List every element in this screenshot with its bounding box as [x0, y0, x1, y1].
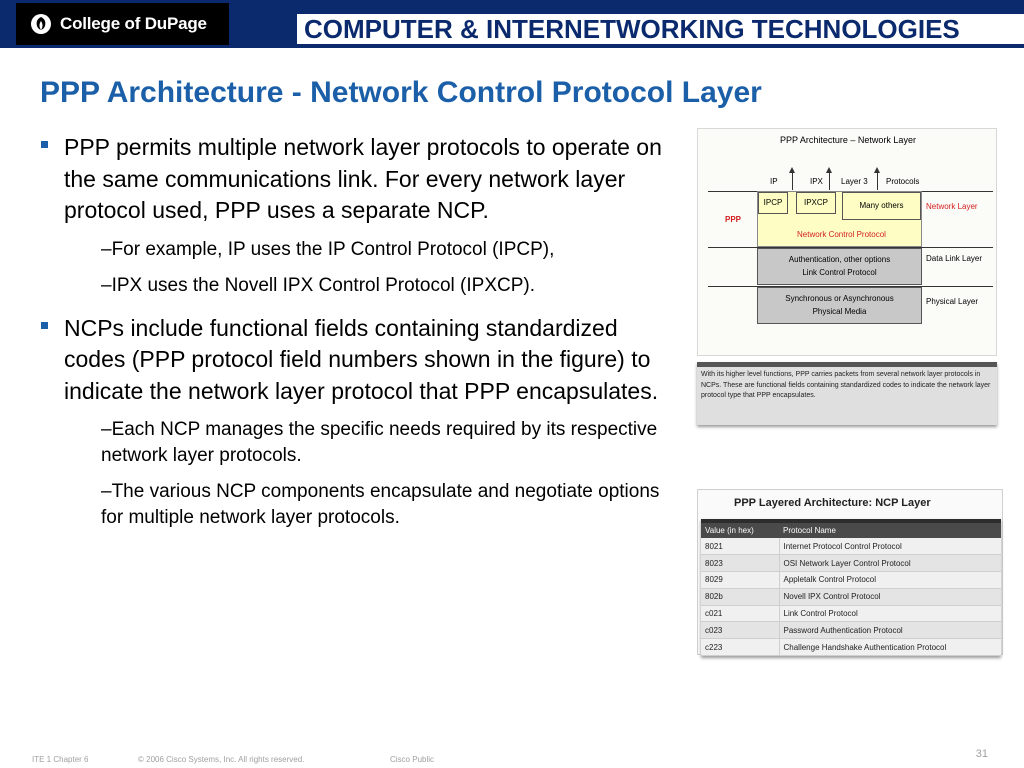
arrow-up-icon: [789, 167, 795, 173]
bullet-1: [40, 132, 680, 227]
sub-bullet-1-2: –IPX uses the Novell IPX Control Protocol (IPXCP).: [101, 274, 536, 296]
table-row: [701, 555, 1001, 572]
protocol-name: Novell IPX Control Protocol: [779, 588, 1001, 605]
department-banner: COMPUTER & INTERNETWORKING TECHNOLOGIES: [304, 14, 960, 44]
slide-title: PPP Architecture - Network Control Protocol Layer: [40, 76, 762, 109]
architecture-diagram: [697, 128, 997, 356]
lcp-box: [757, 248, 922, 285]
bullet-1-text: PPP permits multiple network layer protocols to operate on the same communications link. For every network layer protocol used, PPP uses a separate NCP.: [64, 134, 662, 223]
protocol-table: [701, 519, 1001, 656]
hex-value: 8021: [701, 538, 779, 555]
physical-media-box: [757, 287, 922, 324]
lcp-line-1: Authentication, other options: [788, 255, 891, 264]
arrow-ip: [792, 173, 793, 190]
physical-layer-label: Physical Layer: [926, 297, 979, 306]
ipxcp-box: IPXCP: [796, 192, 836, 214]
table-title: PPP Layered Architecture: NCP Layer: [734, 497, 931, 509]
table-row: [701, 572, 1001, 589]
college-logo-icon: [30, 13, 52, 35]
hex-value: 802b: [701, 588, 779, 605]
sub-bullet-2-2: –The various NCP components encapsulate and negotiate options for multiple network layer protocols.: [101, 481, 660, 528]
hex-value: c023: [701, 622, 779, 639]
ncp-label: Network Control Protocol: [797, 230, 886, 239]
sub-bullet-1-1: –For example, IP uses the IP Control Protocol (IPCP),: [101, 238, 555, 260]
college-name: College of DuPage: [60, 14, 207, 33]
table-row: [701, 538, 1001, 555]
bullet-square-icon: [41, 141, 48, 148]
arrow-up-icon: [826, 167, 832, 173]
label-ip: IP: [770, 177, 778, 186]
arrow-ipx: [829, 173, 830, 190]
many-others-box: Many others: [842, 192, 921, 220]
label-ipx: IPX: [810, 177, 823, 186]
bullet-2-text: NCPs include functional fields containing standardized codes (PPP protocol field numbers shown in the figure) to indicate the network layer protocol that PPP encapsulates.: [64, 314, 659, 404]
page-number: 31: [975, 748, 988, 760]
sub-bullet-2-1: –Each NCP manages the specific needs required by its respective network layer protocols.: [101, 419, 658, 466]
label-protocols: Protocols: [886, 177, 920, 186]
hex-value: 8029: [701, 572, 779, 589]
hex-value: c223: [701, 639, 779, 656]
diagram-title: PPP Architecture – Network Layer: [780, 135, 916, 145]
footer-course: ITE 1 Chapter 6: [32, 755, 89, 764]
footer-classification: Cisco Public: [390, 755, 435, 764]
protocol-name: Challenge Handshake Authentication Protocol: [779, 639, 1001, 656]
header-banner: [0, 0, 1024, 48]
lcp-line-2: Link Control Protocol: [802, 268, 877, 277]
phys-line-1: Synchronous or Asynchronous: [785, 294, 894, 303]
footer-copyright: © 2006 Cisco Systems, Inc. All rights reserved.: [138, 755, 305, 764]
table-row: [701, 605, 1001, 622]
bullet-2: [40, 313, 680, 408]
figure-caption: With its higher level functions, PPP carries packets from several network layer protocols in NCPs. These are functional fields containing standardized codes to indicate the network layer protocol type that PPP encapsulates.: [697, 362, 997, 425]
protocol-name: OSI Network Layer Control Protocol: [779, 555, 1001, 572]
college-logo: [16, 3, 229, 45]
ipcp-box: IPCP: [758, 192, 788, 214]
protocol-name: Appletalk Control Protocol: [779, 572, 1001, 589]
label-ppp: PPP: [725, 215, 742, 224]
hex-value: c021: [701, 605, 779, 622]
protocol-name: Internet Protocol Control Protocol: [779, 538, 1001, 555]
arrow-up-icon: [874, 167, 880, 173]
label-layer3: Layer 3: [841, 177, 868, 186]
slide-content: [40, 132, 680, 531]
bullet-square-icon: [41, 322, 48, 329]
table-header-row: [701, 521, 1001, 538]
table-row: [701, 622, 1001, 639]
arrow-protocols: [877, 173, 878, 190]
protocol-name: Link Control Protocol: [779, 605, 1001, 622]
protocol-name: Password Authentication Protocol: [779, 622, 1001, 639]
column-header-protocol: Protocol Name: [779, 521, 1001, 538]
network-layer-label: Network Layer: [926, 202, 978, 211]
datalink-layer-label: Data Link Layer: [926, 254, 983, 263]
ncp-layer-figure: [697, 489, 1003, 655]
table-row: [701, 639, 1001, 656]
phys-line-2: Physical Media: [812, 307, 867, 316]
column-header-value: Value (in hex): [701, 521, 779, 538]
hex-value: 8023: [701, 555, 779, 572]
table-row: [701, 588, 1001, 605]
ppp-architecture-figure: [697, 128, 997, 425]
